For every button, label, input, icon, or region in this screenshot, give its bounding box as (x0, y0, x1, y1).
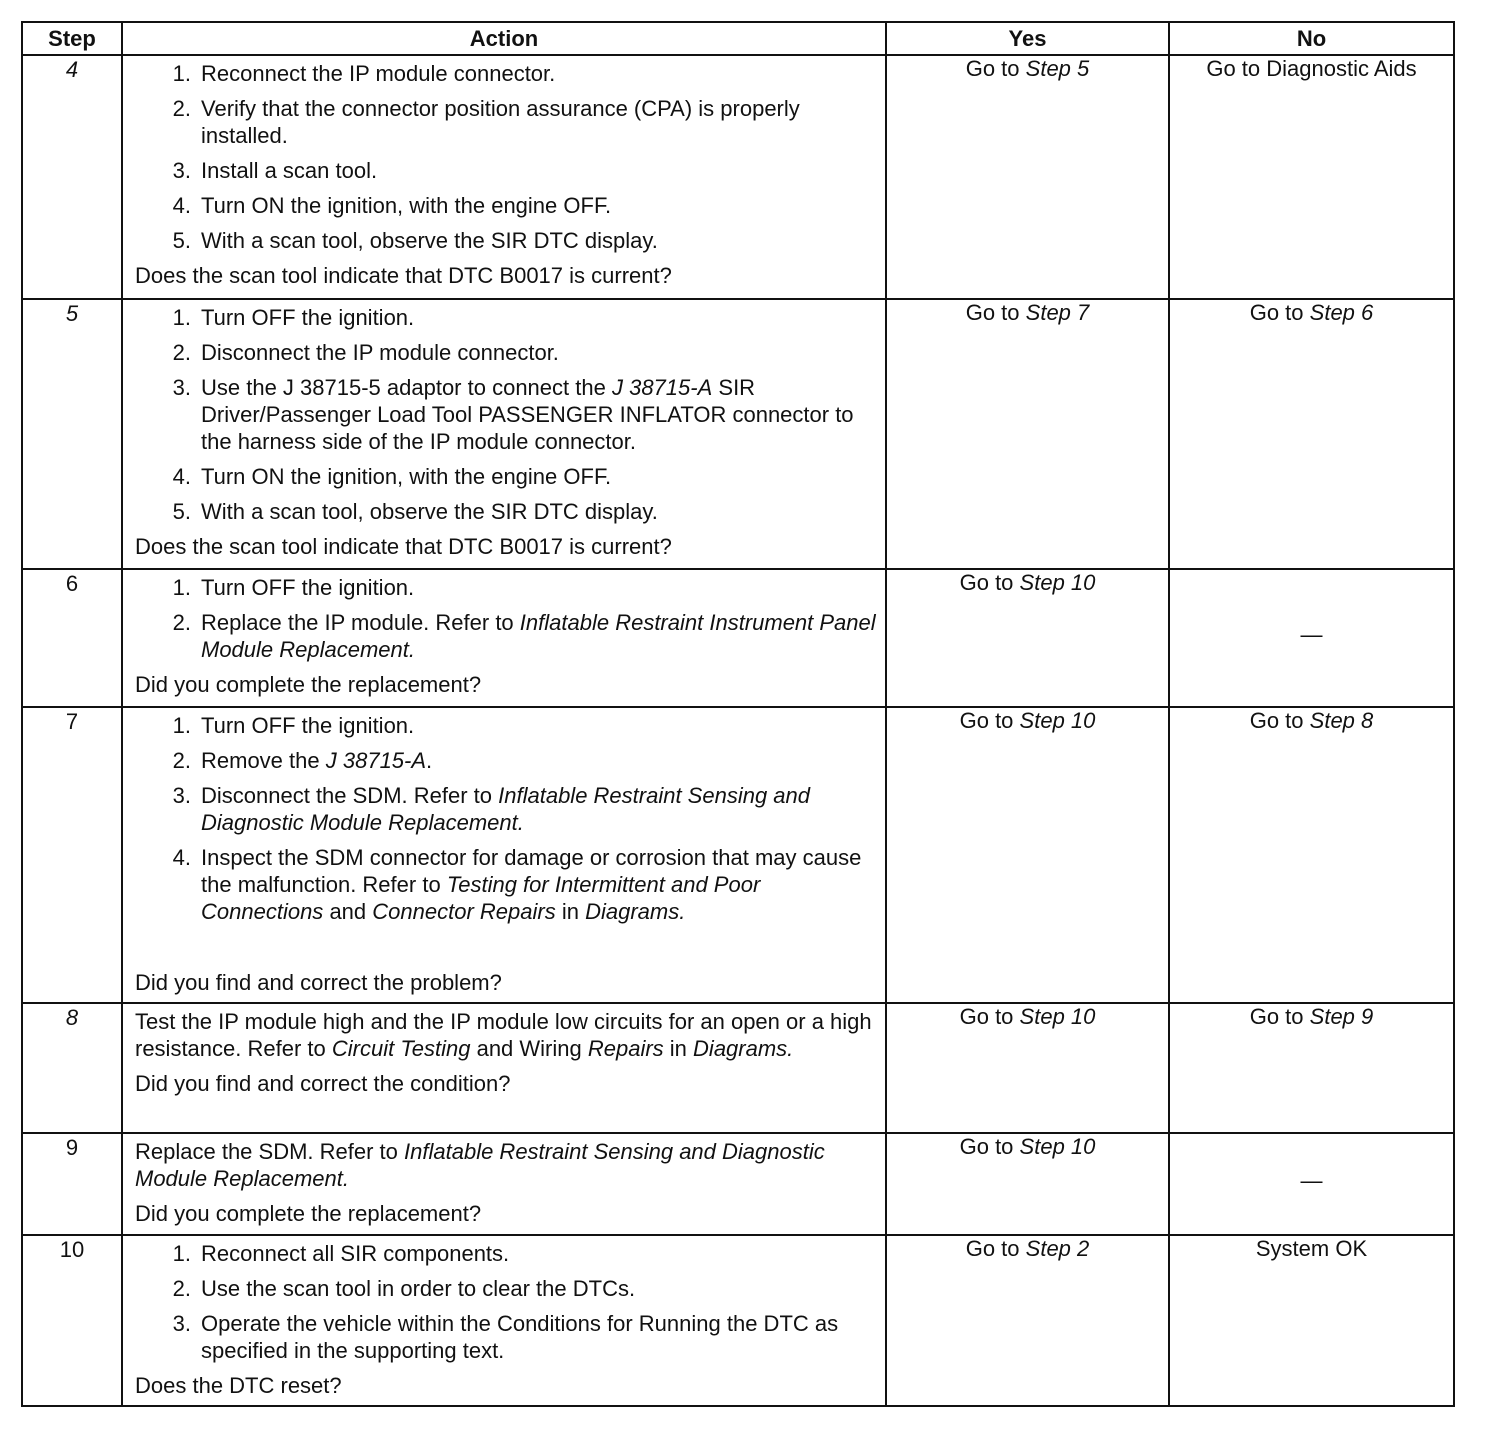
spacer (135, 933, 877, 967)
question-text: Did you find and correct the problem? (135, 970, 502, 995)
step-number: 10 (22, 1235, 122, 1406)
doc-reference: Diagrams. (693, 1036, 794, 1061)
list-item: 3. Disconnect the SDM. Refer to Inflatable Restraint Sensing and Diagnostic Module Replacement. (172, 783, 811, 835)
question-text: Does the scan tool indicate that DTC B0017 is current? (135, 263, 672, 288)
list-item: 3. Install a scan tool. (172, 158, 378, 183)
step-reference: Step 10 (1019, 1004, 1096, 1029)
doc-reference: Diagrams. (585, 899, 686, 924)
list-item: 1. Reconnect the IP module connector. (172, 61, 556, 86)
step-reference: Step 10 (1019, 1134, 1096, 1159)
action-list (135, 1240, 877, 1364)
doc-reference: Inflatable Restraint Sensing and Diagnostic Module Replacement. (135, 1139, 825, 1191)
table-row-step-6 (22, 569, 1454, 707)
list-item: 5. With a scan tool, observe the SIR DTC display. (172, 499, 658, 524)
doc-reference: Testing for Intermittent and Poor Connections (201, 872, 761, 924)
action-cell (122, 569, 886, 707)
step-number: 6 (22, 569, 122, 707)
action-text: Replace the SDM. Refer to Inflatable Restraint Sensing and Diagnostic Module Replacement. (135, 1139, 825, 1191)
header-step: Step (22, 22, 122, 55)
step-reference: Step 10 (1019, 570, 1096, 595)
doc-reference: Repairs (587, 1036, 664, 1061)
action-list (135, 60, 877, 254)
list-item: 1. Turn OFF the ignition. (172, 713, 415, 738)
yes-result: Go to Step 7 (886, 299, 1169, 569)
doc-reference: Inflatable Restraint Instrument Panel Module Replacement. (201, 610, 876, 662)
question-text: Does the scan tool indicate that DTC B0017 is current? (135, 534, 672, 559)
header-row (22, 22, 1454, 55)
list-item: 5. With a scan tool, observe the SIR DTC display. (172, 228, 658, 253)
list-item: 4. Turn ON the ignition, with the engine OFF. (172, 193, 612, 218)
tool-reference: J 38715-A (325, 748, 427, 773)
list-item: 4. Inspect the SDM connector for damage or corrosion that may cause the malfunction. Refer to Testing for Intermittent and Poor Connections and Connector Repairs in Diagrams. (172, 845, 862, 924)
doc-reference: Connector Repairs (372, 899, 556, 924)
yes-result: Go to Step 5 (886, 55, 1169, 299)
action-cell (122, 299, 886, 569)
list-item: 3. Operate the vehicle within the Conditions for Running the DTC as specified in the supporting text. (172, 1311, 839, 1363)
yes-result: Go to Step 2 (886, 1235, 1169, 1406)
list-item: 2. Remove the J 38715-A. (172, 748, 433, 773)
list-item: 1. Turn OFF the ignition. (172, 575, 415, 600)
step-reference: Step 2 (1025, 1236, 1090, 1261)
no-result: Go to Step 9 (1169, 1003, 1454, 1133)
list-item: 3. Use the J 38715-5 adaptor to connect the J 38715-A SIR Driver/Passenger Load Tool PASSENGER INFLATOR connector to the harness side of the IP module connector. (172, 375, 854, 454)
no-result: Go to Diagnostic Aids (1169, 55, 1454, 299)
doc-reference: Circuit Testing (331, 1036, 471, 1061)
question-text: Did you complete the replacement? (135, 1201, 482, 1226)
header-no: No (1169, 22, 1454, 55)
list-item: 2. Replace the IP module. Refer to Inflatable Restraint Instrument Panel Module Replacement. (172, 610, 876, 662)
question-text: Does the DTC reset? (135, 1373, 342, 1398)
yes-result: Go to Step 10 (886, 569, 1169, 707)
table-row-step-7 (22, 707, 1454, 1003)
yes-result: Go to Step 10 (886, 707, 1169, 1003)
no-result: — (1169, 1133, 1454, 1235)
list-item: 4. Turn ON the ignition, with the engine OFF. (172, 464, 612, 489)
step-reference: Step 8 (1309, 708, 1374, 733)
step-reference: Step 5 (1025, 56, 1090, 81)
question-text: Did you find and correct the condition? (135, 1071, 511, 1096)
no-result: Go to Step 6 (1169, 299, 1454, 569)
action-cell (122, 1235, 886, 1406)
action-list (135, 304, 877, 525)
action-text: Test the IP module high and the IP module low circuits for an open or a high resistance. Refer to Circuit Testing and Wiring Repairs in Diagrams. (135, 1009, 872, 1061)
step-reference: Step 6 (1309, 300, 1374, 325)
action-cell (122, 55, 886, 299)
list-item: 2. Use the scan tool in order to clear the DTCs. (172, 1276, 636, 1301)
table-row-step-10 (22, 1235, 1454, 1406)
yes-result: Go to Step 10 (886, 1133, 1169, 1235)
step-reference: Step 9 (1309, 1004, 1374, 1029)
header-action: Action (122, 22, 886, 55)
action-list (135, 574, 877, 663)
list-item: 2. Disconnect the IP module connector. (172, 340, 559, 365)
step-reference: Step 10 (1019, 708, 1096, 733)
question-text: Did you complete the replacement? (135, 672, 482, 697)
no-result: Go to Step 8 (1169, 707, 1454, 1003)
action-cell (122, 1003, 886, 1133)
step-number: 4 (22, 55, 122, 299)
no-result: System OK (1169, 1235, 1454, 1406)
list-item: 1. Reconnect all SIR components. (172, 1241, 510, 1266)
table-row-step-4 (22, 55, 1454, 299)
tool-reference: J 38715-A (611, 375, 713, 400)
step-number: 9 (22, 1133, 122, 1235)
action-cell (122, 1133, 886, 1235)
header-yes: Yes (886, 22, 1169, 55)
step-reference: Step 7 (1025, 300, 1090, 325)
step-number: 5 (22, 299, 122, 569)
table-row-step-8 (22, 1003, 1454, 1133)
yes-result: Go to Step 10 (886, 1003, 1169, 1133)
action-cell (122, 707, 886, 1003)
step-number: 7 (22, 707, 122, 1003)
diagnostic-table (21, 21, 1455, 1407)
list-item: 2. Verify that the connector position assurance (CPA) is properly installed. (172, 96, 800, 148)
step-number: 8 (22, 1003, 122, 1133)
no-result: — (1169, 569, 1454, 707)
action-list (135, 712, 877, 925)
table-row-step-5 (22, 299, 1454, 569)
list-item: 1. Turn OFF the ignition. (172, 305, 415, 330)
table-row-step-9 (22, 1133, 1454, 1235)
doc-reference: Inflatable Restraint Sensing and Diagnostic Module Replacement. (201, 783, 811, 835)
